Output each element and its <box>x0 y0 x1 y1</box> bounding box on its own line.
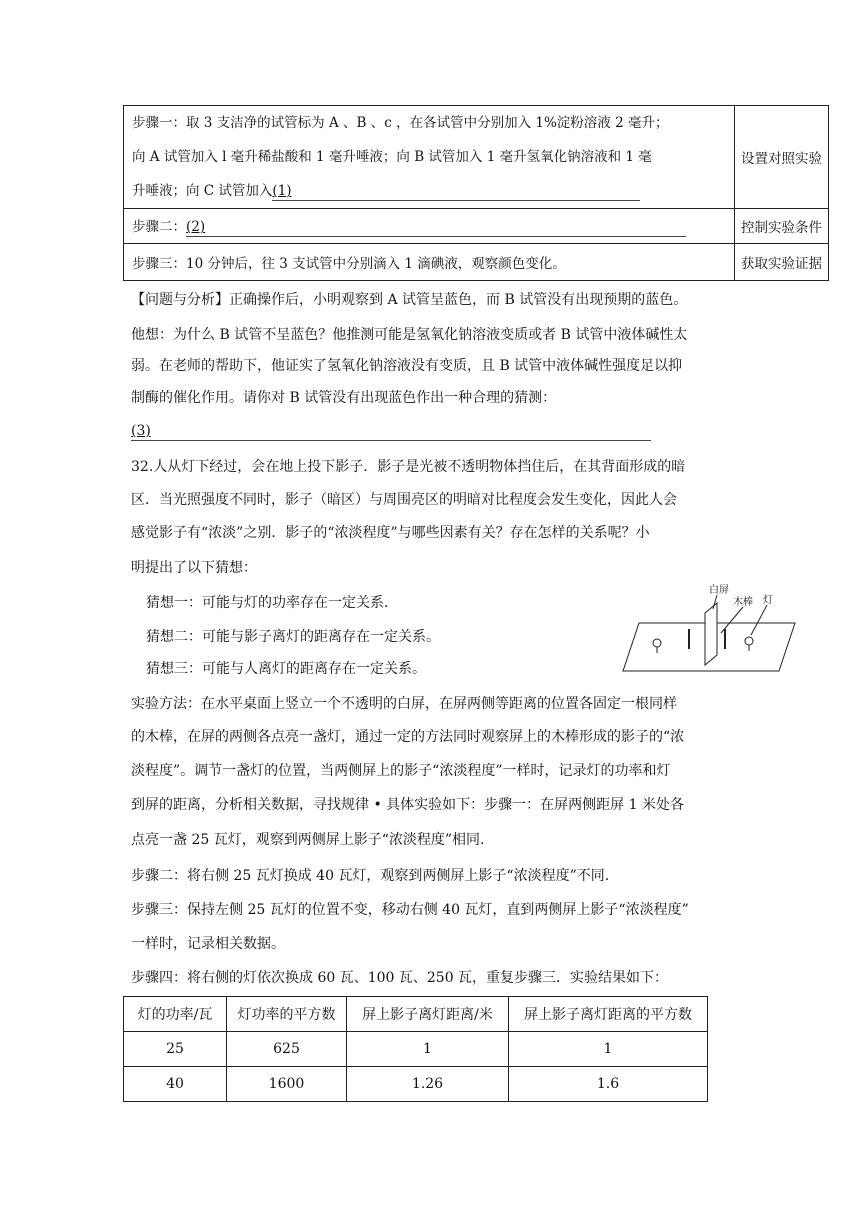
table-header-row <box>124 997 708 1032</box>
purpose-cell: 获取实验证据 <box>735 244 829 281</box>
step1-line: 步骤一：取 3 支洁净的试管标为 A 、B 、c ，在各试管中分别加入 1%淀粉溶液 2 毫升； <box>132 115 669 131</box>
table-row <box>124 1032 708 1067</box>
step2-label: 步骤二： <box>132 219 186 235</box>
method-line: 点亮一盏 25 瓦灯，观察到两侧屏上影子“浓淡程度”相同. <box>131 832 485 848</box>
method-line: 的木棒，在屏的两侧各点亮一盏灯，通过一定的方法同时观察屏上的木棒形成的影子的“浓 <box>131 729 685 745</box>
method-line: 到屏的距离，分析相关数据，寻找规律 • 具体实验如下：步骤一：在屏两侧距屏 1 米处各 <box>131 797 684 813</box>
q32-line: 32.人从灯下经过，会在地上投下影子．影子是光被不透明物体挡住后，在其背面形成的暗 <box>131 459 686 475</box>
answer-blank-1[interactable] <box>272 183 640 201</box>
right-lamp-shape <box>745 637 753 645</box>
results-table <box>123 996 708 1102</box>
step-cell <box>124 106 735 209</box>
lamp-label: 灯 <box>763 595 773 606</box>
header-cell: 灯功率的平方数 <box>227 997 347 1032</box>
method-line: 淡程度”。调节一盏灯的位置，当两侧屏上的影子“浓淡程度”一样时，记录灯的功率和灯 <box>131 763 671 779</box>
step-cell <box>124 209 735 244</box>
table-cell: 40 <box>124 1067 227 1102</box>
guess-line: 猜想二：可能与影子离灯的距离存在一定关系。 <box>146 629 440 645</box>
left-lamp-shape <box>653 639 661 647</box>
answer-blank-2[interactable] <box>186 219 686 237</box>
table-cell: 1 <box>347 1032 509 1067</box>
analysis-line: 【问题与分析】正确操作后，小明观察到 A 试管呈蓝色，而 B 试管没有出现预期的蓝色。 <box>131 292 688 308</box>
white-screen-shape <box>705 603 717 665</box>
purpose-cell: 设置对照实验 <box>735 106 829 209</box>
answer-line-3 <box>131 421 651 441</box>
step1-line: 升唾液；向 C 试管加入 <box>132 183 273 199</box>
stick-label: 木棒 <box>733 597 753 608</box>
table-cell: 1 <box>509 1032 708 1067</box>
lamp-pointer <box>751 605 767 635</box>
step1-line: 向 A 试管加入 l 毫升稀盐酸和 1 毫升唾液；向 B 试管加入 1 毫升氢氧化钠溶液和 1 毫 <box>132 149 652 165</box>
table-cell: 625 <box>227 1032 347 1067</box>
method-line: 实验方法：在水平桌面上竖立一个不透明的白屏，在屏两侧等距离的位置各固定一根同样 <box>131 696 677 712</box>
table-cell: 25 <box>124 1032 227 1067</box>
experiment-steps-table <box>123 105 829 281</box>
blank-label: (2) <box>186 219 206 235</box>
table-cell: 1.26 <box>347 1067 509 1102</box>
table-row <box>124 209 829 244</box>
header-cell: 屏上影子离灯距离/米 <box>347 997 509 1032</box>
table-cell: 1600 <box>227 1067 347 1102</box>
screen-label: 白屏 <box>709 585 729 596</box>
table-row <box>124 1067 708 1102</box>
step-line: 步骤三：保持左侧 25 瓦灯的位置不变，移动右侧 40 瓦灯，直到两侧屏上影子“浓淡程度” <box>131 902 689 918</box>
purpose-cell: 控制实验条件 <box>735 209 829 244</box>
blank-label: (1) <box>272 183 292 199</box>
step-line: 步骤二：将右侧 25 瓦灯换成 40 瓦灯，观察到两侧屏上影子“浓淡程度”不同. <box>131 868 610 884</box>
table-row <box>124 106 829 209</box>
table-row <box>124 244 829 281</box>
answer-blank-3[interactable] <box>131 423 651 441</box>
step-cell: 步骤三：10 分钟后，往 3 支试管中分别滴入 1 滴碘液，观察颜色变化。 <box>124 244 735 281</box>
analysis-line: 制酶的催化作用。请你对 B 试管没有出现蓝色作出一种合理的猜测： <box>131 390 557 406</box>
header-cell: 灯的功率/瓦 <box>124 997 227 1032</box>
experiment-figure <box>617 583 797 683</box>
blank-label: (3) <box>131 423 151 439</box>
guess-line: 猜想三：可能与人离灯的距离存在一定关系。 <box>146 661 426 677</box>
stick-pointer <box>721 607 743 633</box>
step-line: 一样时，记录相关数据。 <box>131 936 285 952</box>
table-cell: 1.6 <box>509 1067 708 1102</box>
guess-line: 猜想一：可能与灯的功率存在一定关系． <box>146 595 398 611</box>
q32-line: 区．当光照强度不同时，影子（暗区）与周围亮区的明暗对比程度会发生变化，因此人会 <box>131 492 677 508</box>
q32-line: 感觉影子有“浓淡”之别．影子的“浓淡程度”与哪些因素有关？存在怎样的关系呢？小 <box>131 525 650 541</box>
header-cell: 屏上影子离灯距离的平方数 <box>509 997 708 1032</box>
analysis-line: 弱。在老师的帮助下，他证实了氢氧化钠溶液没有变质，且 B 试管中液体碱性强度足以抑 <box>131 358 683 374</box>
q32-line: 明提出了以下猜想： <box>131 560 257 576</box>
analysis-line: 他想：为什么 B 试管不呈蓝色？他推测可能是氢氧化钠溶液变质或者 B 试管中液体碱性太 <box>131 327 688 343</box>
step-line: 步骤四：将右侧的灯依次换成 60 瓦、100 瓦、250 瓦，重复步骤三．实验结果如下： <box>131 970 669 986</box>
